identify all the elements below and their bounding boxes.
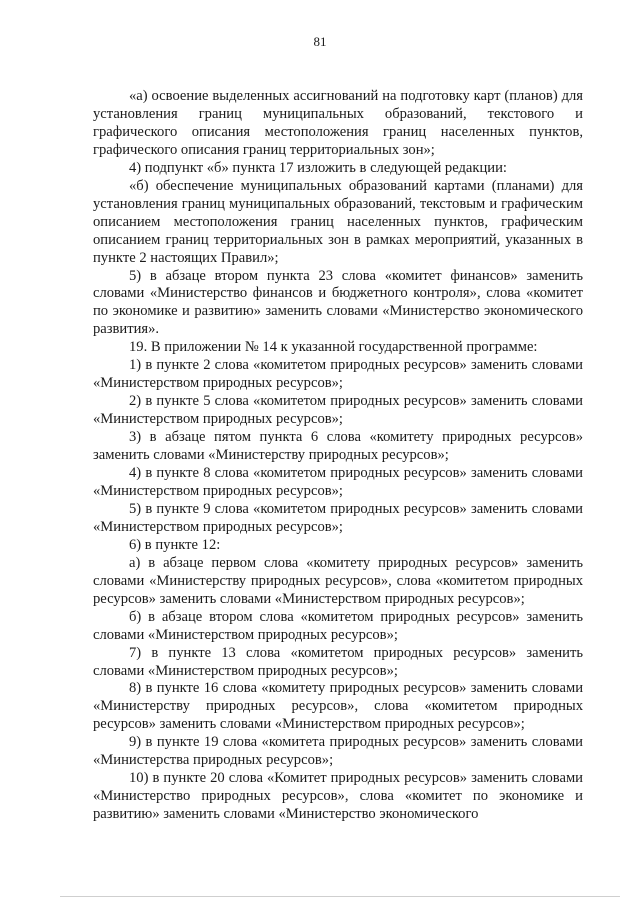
paragraph: 10) в пункте 20 слова «Комитет природных ресурсов» заменить словами «Министерство природных ресурсов», слова «комитет по экономике и развитию» заменить словами «Министерство экономического	[93, 770, 583, 823]
paragraph: 6) в пункте 12:	[129, 536, 221, 553]
paragraph: 2) в пункте 5 слова «комитетом природных ресурсов» заменить словами «Министерством природных ресурсов»;	[93, 393, 583, 428]
paragraph: «б) обеспечение муниципальных образований картами (планами) для установления границ муниципальных образований, текстовым и графическим описанием местоположения границ населенных пунктов, графическим описанием границ территориальных зон в рамках мероприятий, указанных в пункте 2 настоящих Правил»;	[93, 177, 583, 266]
document-body	[93, 88, 583, 824]
paragraph: а) в абзаце первом слова «комитету природных ресурсов» заменить словами «Министерству природных ресурсов», слова «комитетом природных ресурсов» заменить словами «Министерством природных ресурсов»;	[93, 554, 583, 607]
paragraph: 5) в абзаце втором пункта 23 слова «комитет финансов» заменить словами «Министерство финансов и бюджетного контроля», слова «комитет по экономике и развитию» заменить словами «Министерство экономического развития».	[93, 267, 583, 338]
paragraph: 5) в пункте 9 слова «комитетом природных ресурсов» заменить словами «Министерством природных ресурсов»;	[93, 500, 583, 535]
paragraph: 9) в пункте 19 слова «комитета природных ресурсов» заменить словами «Министерства природных ресурсов»;	[93, 734, 583, 769]
paragraph: 3) в абзаце пятом пункта 6 слова «комитету природных ресурсов» заменить словами «Министерству природных ресурсов»;	[93, 429, 583, 464]
scan-edge-line	[60, 896, 620, 897]
paragraph: 1) в пункте 2 слова «комитетом природных ресурсов» заменить словами «Министерством природных ресурсов»;	[93, 357, 583, 392]
paragraph: 4) подпункт «б» пункта 17 изложить в следующей редакции:	[129, 159, 507, 176]
paragraph: 7) в пункте 13 слова «комитетом природных ресурсов» заменить словами «Министерством природных ресурсов»;	[93, 644, 583, 679]
paragraph: б) в абзаце втором слова «комитетом природных ресурсов» заменить словами «Министерством природных ресурсов»;	[93, 608, 583, 643]
page-number: 81	[313, 34, 327, 49]
paragraph: «а) освоение выделенных ассигнований на подготовку карт (планов) для установления границ муниципальных образований, текстового и графического описания местоположения границ населенных пунктов, графического описания границ территориальных зон»;	[93, 88, 583, 158]
paragraph: 4) в пункте 8 слова «комитетом природных ресурсов» заменить словами «Министерством природных ресурсов»;	[93, 465, 583, 499]
paragraph: 8) в пункте 16 слова «комитету природных ресурсов» заменить словами «Министерству природных ресурсов», слова «комитетом природных ресурсов» заменить словами «Министерством природных ресурсов»;	[93, 680, 583, 733]
paragraph: 19. В приложении № 14 к указанной государственной программе:	[129, 339, 538, 356]
